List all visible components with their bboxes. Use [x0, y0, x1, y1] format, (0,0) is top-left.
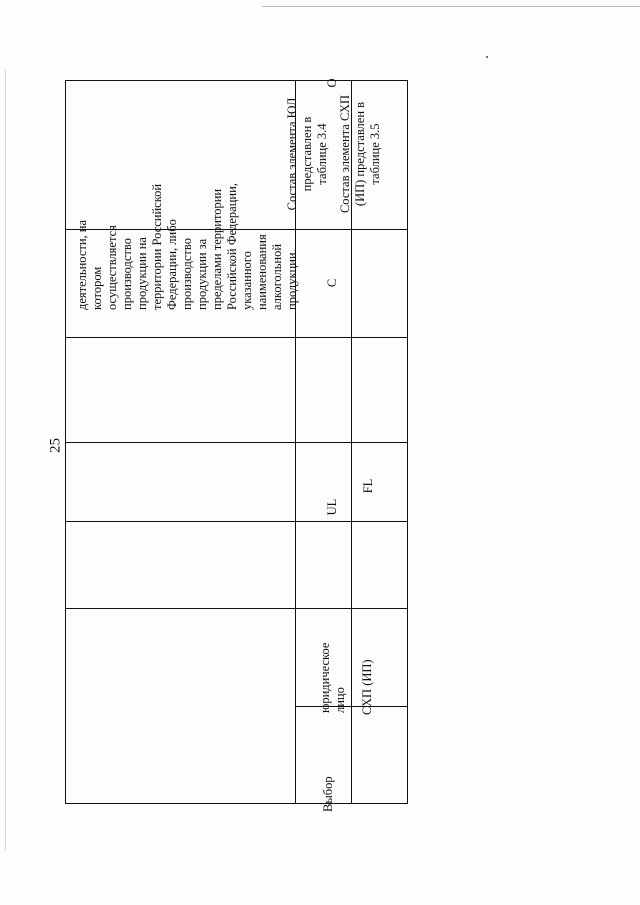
choice-label: Выбор [321, 776, 335, 812]
ul-composition-note: Состав элемента ЮЛ представлен в таблице 3.4 [285, 97, 329, 211]
table-border-bottom [65, 803, 408, 804]
page-number: 25 [47, 438, 64, 453]
fl-composition-note: Состав элемента СХП (ИП) представлен в таблице 3.5 [338, 94, 382, 214]
scan-edge-left [5, 70, 6, 850]
column-divider-5 [65, 608, 408, 609]
column-divider-6 [295, 706, 408, 707]
shp-ip-label: СХП (ИП) [360, 659, 374, 715]
legal-entity-label: юридическое лицо [318, 642, 347, 713]
scan-speck [486, 56, 488, 58]
fl-code: FL [361, 478, 375, 494]
occurrence-o: О [325, 78, 339, 88]
column-divider-3 [65, 442, 408, 443]
column-divider-2 [65, 337, 408, 338]
scan-edge-top [262, 6, 640, 7]
column-divider-4 [65, 521, 408, 522]
ul-code: UL [325, 498, 339, 516]
description-cell-continuation: деятельности, на котором осуществляется производство продукции на территории Российской Федерации, либо производство продукции за пределами территории Российской Федерации, указанного наименования алкогольной продукции. [75, 183, 299, 310]
occurrence-c: С [325, 278, 339, 288]
document-table [65, 78, 408, 812]
